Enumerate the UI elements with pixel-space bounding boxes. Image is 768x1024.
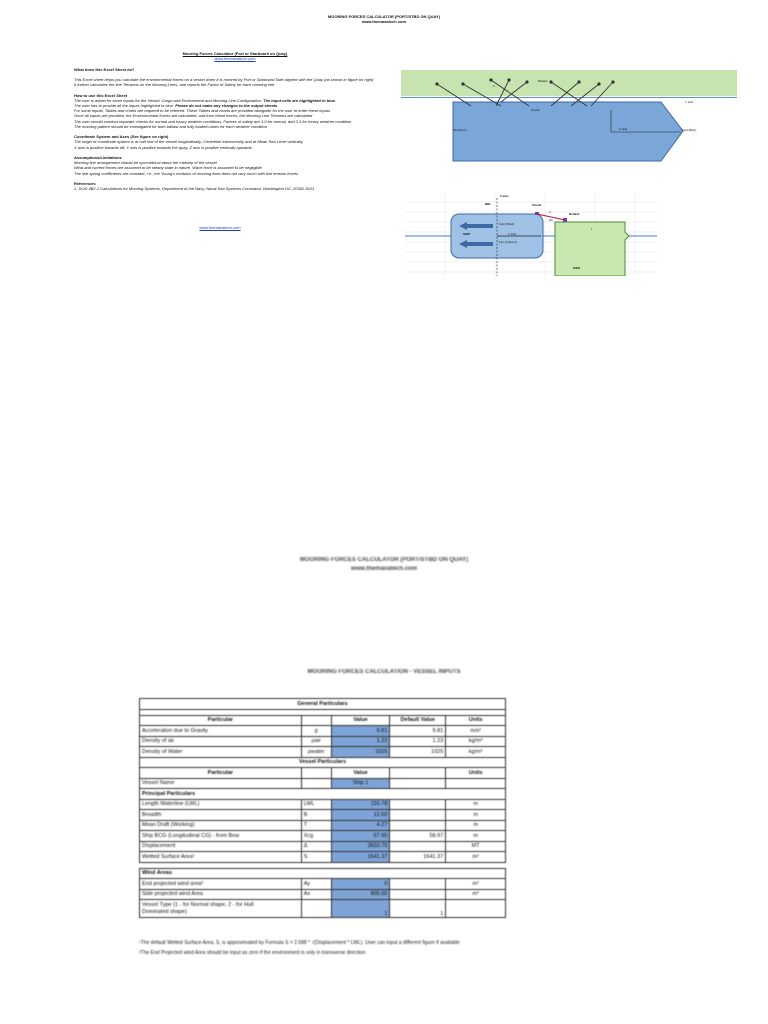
table-row	[140, 841, 506, 852]
row-label: Length Waterline (LWL)	[140, 799, 302, 810]
bollards	[435, 78, 614, 85]
row-default	[390, 810, 446, 821]
vessel-type-label-line1: Vessel Type (1 - for Normal shape, 2 - for Hull	[142, 901, 254, 908]
info-u2a: The user has to provide all the inputs highlighted in blue.	[74, 103, 175, 109]
y-axis-label-2: Y axis	[508, 232, 517, 236]
info-r1: 1. DOD 4B2-1 Calculations for Mooring Systems, Department of the Navy, Naval Sea Systems Command, Washington DC, 20362-5101	[74, 186, 315, 192]
row-symbol: LWL	[301, 799, 331, 810]
breadth-input[interactable]: 12.50	[331, 810, 390, 821]
row-default	[390, 799, 446, 810]
footer-link[interactable]: www.themavatech.com	[199, 225, 241, 230]
col-particular: Particular	[140, 715, 302, 726]
row-unit: m/s²	[446, 726, 506, 737]
info-a3: The line spring coefficients are constant, i.e., the Young's modulus of mooring lines does not vary much with line tension forces	[74, 170, 299, 176]
vessel-inputs-table	[139, 698, 506, 918]
footnote-2: ²The End Projected wind Area should be input as zero if the environment is only in transverse direction	[139, 950, 366, 956]
vessel-type-label-line2: Dominated shape)	[142, 908, 187, 915]
bollard-marker	[563, 218, 567, 222]
gravity-input[interactable]: 9.81	[331, 726, 390, 737]
water-density-input[interactable]: 1025	[331, 747, 390, 758]
row-default: 58.97	[390, 831, 446, 842]
mooring-section-svg	[405, 192, 657, 276]
row-label: Wetted Surface Area¹	[140, 852, 302, 863]
principal-particulars-header: Principal Particulars	[140, 789, 506, 800]
vessel-particulars-header: Vessel Particulars	[140, 757, 506, 768]
section2-subtitle: MOORING FORCES CALCULATION - VESSEL INPUTS	[307, 669, 461, 675]
row-symbol: Ay	[301, 879, 331, 890]
row-unit: MT	[446, 841, 506, 852]
row-label: Breadth	[140, 810, 302, 821]
row-label: Density of air	[140, 736, 302, 747]
row-unit: m²	[446, 889, 506, 900]
row-default	[390, 841, 446, 852]
row-unit: kg/m³	[446, 747, 506, 758]
row-unit: m²	[446, 852, 506, 863]
dh-label: Δh	[549, 218, 553, 222]
heading-coords: Coordinate System and Axes (See figure on right)	[74, 134, 169, 140]
draft-input[interactable]: 4.27	[331, 820, 390, 831]
vessel-type-input[interactable]: 1	[331, 900, 390, 918]
side-wind-area-input[interactable]: 805.00	[331, 889, 390, 900]
general-particulars-header: General Particulars	[140, 699, 506, 710]
table-row	[140, 747, 506, 758]
row-default	[390, 889, 446, 900]
row-label: Acceleration due to Gravity	[140, 726, 302, 737]
h-label-2: h	[549, 210, 551, 214]
row-unit: m	[446, 831, 506, 842]
wind-force-label: Fyw (Wind)	[499, 222, 515, 226]
info-block	[74, 51, 396, 191]
heading-what: What does this Excel Sheet do?	[74, 66, 135, 72]
info-a1: Mooring line arrangement should be symmetrical about the midship of the vessel	[74, 160, 217, 166]
h-label: h	[493, 84, 495, 88]
vessel-hull	[453, 102, 683, 161]
row-symbol: T	[301, 820, 331, 831]
page-header-website: www.themavatech.com	[361, 19, 407, 24]
lcg-input[interactable]: 57.95	[331, 831, 390, 842]
section2-website: www.themavatech.com	[350, 566, 418, 572]
row-label: Displacement	[140, 841, 302, 852]
info-u2b: Please do not make any changes to the output sheets	[175, 103, 278, 109]
info-u6: The mooring pattern should be investigated for both ballast and fully loaded cases for each weather condition	[74, 123, 268, 129]
x-axis-label: X axis	[619, 127, 628, 131]
info-u5: The user should conduct separate checks for normal and heavy weather conditions. Factors of safety are 3.0 for normal, and 3.3 for heavy weather condition	[74, 118, 352, 124]
col-default: Default Value	[390, 715, 446, 726]
info-u4: Once all inputs are provided, the Environmental forces are calculated, and from these forces, the Mooring Line Tensions are calculated	[74, 113, 313, 119]
row-label: Side projected wind Area	[140, 889, 302, 900]
info-c2: X axis is positive towards aft, Y axis is positive towards the quay, Z axis is positive vertically upwards	[74, 144, 252, 150]
wind-areas-header: Wind Areas	[140, 868, 506, 879]
vessel-type-label	[140, 900, 302, 918]
row-symbol: S	[301, 852, 331, 863]
info-u1b: The input cells are highlighted in blue.	[263, 97, 336, 103]
row-symbol: B	[301, 810, 331, 821]
y-axis-label: Y axis	[685, 100, 694, 104]
heading-how: How to use this Excel Sheet	[74, 92, 128, 98]
bollard-label-2: Bollard	[569, 212, 580, 216]
chock-label-2: Chock	[532, 203, 542, 207]
table-row	[140, 799, 506, 810]
row-unit: m	[446, 810, 506, 821]
table-row	[140, 736, 506, 747]
table-row	[140, 852, 506, 863]
info-u3: For some inputs, Tables and charts are required to be referred. These Tables and charts are provided alongwith for the user to enter these inputs	[74, 108, 331, 114]
table-row	[140, 726, 506, 737]
row-unit: m²	[446, 879, 506, 890]
row-default: 9.81	[390, 726, 446, 737]
section2-title: MOORING FORCES CALCULATOR (PORT/STBD ON QUAY)	[299, 557, 469, 563]
row-unit: m	[446, 799, 506, 810]
col-units: Units	[446, 768, 506, 779]
mooring-section-figure	[405, 192, 657, 276]
heading-references: References	[74, 181, 96, 187]
row-default	[390, 879, 446, 890]
air-density-input[interactable]: 1.23	[331, 736, 390, 747]
info-p2: It further calculates the line Tensions on the Mooring Lines, and reports the Factor of Safety for each mooring line	[74, 82, 275, 88]
table-row	[140, 810, 506, 821]
l-label: L	[591, 227, 593, 231]
col-value: Value	[331, 768, 390, 779]
row-symbol: g	[301, 726, 331, 737]
row-unit: m	[446, 820, 506, 831]
ship-label: SHIP	[463, 232, 471, 236]
footnote-1: ¹The default Wetted Surface Area, S, is approximated by Formula S = 2.588 * √(Displacement * LWL). User can input a different figure if available	[139, 940, 460, 946]
info-u1a: The user is asked for some inputs for the Vessel, Cargo and Environment and Mooring Line Configuration.	[74, 97, 262, 103]
mooring-plan-figure	[401, 70, 737, 192]
info-link[interactable]: www.themavatech.com	[214, 56, 256, 62]
table-row	[140, 831, 506, 842]
row-symbol: Ax	[301, 889, 331, 900]
msl-label: BRL	[485, 202, 492, 206]
chock-label: Chock	[531, 108, 540, 112]
col-units: Units	[446, 715, 506, 726]
row-unit: kg/m³	[446, 736, 506, 747]
row-default: 1.23	[390, 736, 446, 747]
row-symbol: ρwater	[301, 747, 331, 758]
general-column-header-row	[140, 715, 506, 726]
info-c1: The origin of coordinate system is at half mid of the vessel longitudinally, Centreline transversely and at Mean Sea Level vertically	[74, 139, 303, 145]
row-symbol: ρair	[301, 736, 331, 747]
pier-label: PIER	[573, 266, 581, 270]
row-symbol: Δ	[301, 841, 331, 852]
heading-assumptions: Assumptions/Limitations	[74, 155, 122, 161]
row-label: Vessel Name	[140, 778, 302, 789]
table-row	[140, 820, 506, 831]
info-p1: This Excel sheet helps you calculate the environmental forces on a vessel when it is moored by Port or Starboard Side aligned with the Quay (as shown in figure on right)	[74, 77, 374, 83]
table-row	[140, 900, 506, 918]
bollard-label: Bollard	[538, 79, 548, 83]
row-label: Ship BCG (Longitudinal CG) - from Bow	[140, 831, 302, 842]
info-title: Mooring Forces Calculator (Port or Starboard on Quay)	[182, 51, 288, 56]
fwd-label: Fwd (Bow)	[682, 128, 697, 132]
vessel-name-input[interactable]: Ship 1	[331, 778, 390, 789]
current-force-label: Fyc (Current)	[499, 240, 517, 244]
table-row	[140, 889, 506, 900]
displacement-input[interactable]: 3833.75	[331, 841, 390, 852]
row-label: Mean Draft (Working)	[140, 820, 302, 831]
info-a2: Wind and current forces are assumed to be steady state in nature. Wave force is assumed to be negligible	[74, 165, 262, 171]
wetted-area-input[interactable]: 1641.37	[331, 852, 390, 863]
chock-marker	[535, 212, 539, 215]
row-default: 1025	[390, 747, 446, 758]
row-default	[390, 820, 446, 831]
lwl-input[interactable]: 116.78	[331, 799, 390, 810]
table-row	[140, 778, 506, 789]
z-axis-label: Z axis	[500, 194, 509, 198]
col-value: Value	[331, 715, 390, 726]
table-row	[140, 879, 506, 890]
end-wind-area-input[interactable]: 0	[331, 879, 390, 890]
row-symbol: Xcg	[301, 831, 331, 842]
col-particular: Particular	[140, 768, 302, 779]
aft-label: Aft (Stern)	[453, 128, 467, 132]
row-default: 1641.37	[390, 852, 446, 863]
row-label: End projected wind area²	[140, 879, 302, 890]
row-default: 1	[390, 900, 446, 918]
vessel-column-header-row	[140, 768, 506, 779]
page-header-title: MOORING FORCES CALCULATOR (PORT/STBD ON QUAY)	[327, 14, 441, 19]
row-label: Density of Water	[140, 747, 302, 758]
